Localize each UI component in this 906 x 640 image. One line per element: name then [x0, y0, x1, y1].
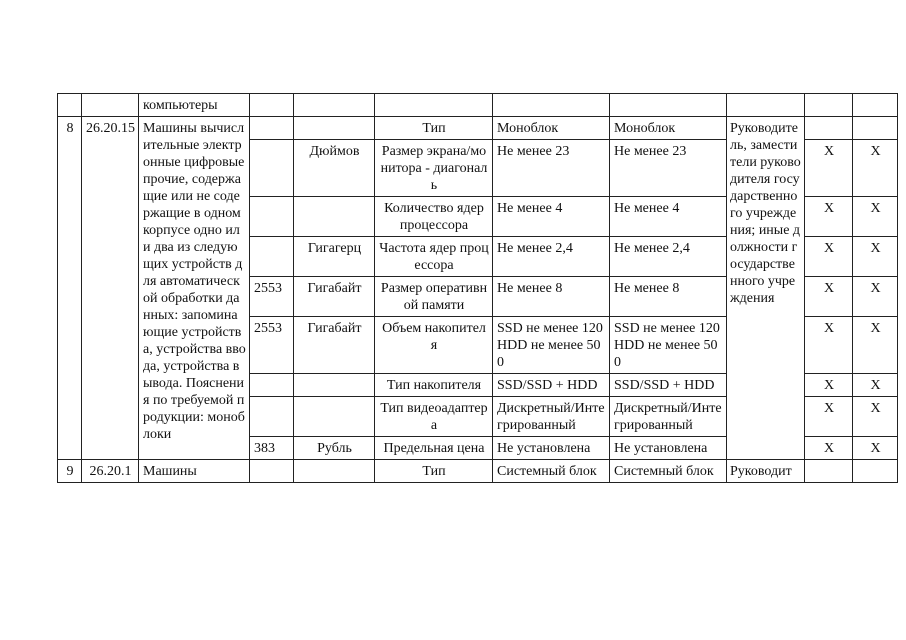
cell-num: 9: [58, 460, 82, 483]
cell-characteristic: Предельная цена: [375, 437, 493, 460]
cell-value-b: [610, 94, 727, 117]
cell-value-a: Не менее 2,4: [493, 237, 610, 277]
cell-unit: [294, 117, 375, 140]
cell-code: 26.20.1: [82, 460, 139, 483]
cell-okei: [250, 397, 294, 437]
cell-x2: Х: [853, 374, 898, 397]
cell-value-b: Дискретный/Интегрированный: [610, 397, 727, 437]
cell-x1: [805, 117, 853, 140]
cell-unit: Гигагерц: [294, 237, 375, 277]
cell-unit: Дюймов: [294, 140, 375, 197]
cell-x2: Х: [853, 237, 898, 277]
cell-positions: Руководит: [727, 460, 805, 483]
cell-value-b: Моноблок: [610, 117, 727, 140]
table-row: [58, 117, 898, 140]
cell-unit: Гигабайт: [294, 277, 375, 317]
cell-characteristic: Тип видеоадаптера: [375, 397, 493, 437]
cell-okei: 2553: [250, 277, 294, 317]
cell-value-b: Не менее 23: [610, 140, 727, 197]
cell-value-a: Моноблок: [493, 117, 610, 140]
cell-x1: Х: [805, 374, 853, 397]
requirements-table: [57, 93, 898, 483]
cell-characteristic: Размер оперативной памяти: [375, 277, 493, 317]
cell-characteristic: Тип: [375, 460, 493, 483]
cell-x1: Х: [805, 197, 853, 237]
cell-value-a: Не установлена: [493, 437, 610, 460]
cell-okei: [250, 140, 294, 197]
cell-value-a: Дискретный/Интегрированный: [493, 397, 610, 437]
cell-x1: Х: [805, 237, 853, 277]
cell-characteristic: Тип: [375, 117, 493, 140]
cell-unit: [294, 374, 375, 397]
cell-characteristic: Частота ядер процессора: [375, 237, 493, 277]
cell-okei: [250, 117, 294, 140]
cell-x2: [853, 460, 898, 483]
cell-code: 26.20.15: [82, 117, 139, 460]
table-row-continuation: [58, 94, 898, 117]
cell-value-b: SSD/SSD + HDD: [610, 374, 727, 397]
cell-value-b: Не менее 4: [610, 197, 727, 237]
cell-okei: [250, 94, 294, 117]
cell-x1: Х: [805, 277, 853, 317]
cell-product: Машины: [139, 460, 250, 483]
cell-value-a: Не менее 23: [493, 140, 610, 197]
cell-value-b: Не менее 8: [610, 277, 727, 317]
cell-value-b: Не установлена: [610, 437, 727, 460]
cell-value-a: [493, 94, 610, 117]
cell-positions: Руководитель, заместители руководителя государственного учреждения; иные должности государственного учреждения: [727, 117, 805, 460]
cell-value-a: Не менее 4: [493, 197, 610, 237]
cell-okei: [250, 237, 294, 277]
cell-x1: [805, 460, 853, 483]
cell-value-a: SSD/SSD + HDD: [493, 374, 610, 397]
cell-characteristic: Количество ядер процессора: [375, 197, 493, 237]
cell-unit: [294, 460, 375, 483]
cell-okei: 2553: [250, 317, 294, 374]
cell-x1: Х: [805, 317, 853, 374]
cell-code: [82, 94, 139, 117]
cell-x1: [805, 94, 853, 117]
cell-characteristic: Размер экрана/монитора - диагональ: [375, 140, 493, 197]
cell-characteristic: Объем накопителя: [375, 317, 493, 374]
cell-unit: Гигабайт: [294, 317, 375, 374]
cell-x2: [853, 94, 898, 117]
cell-product: Машины вычислительные электронные цифровые прочие, содержащие или не содержащие в одном корпусе одно или два из следующих устройств для автоматической обработки данных: запоминающие устройства, устройства ввода, устройства вывода. Пояснения по требуемой продукции: моноблоки: [139, 117, 250, 460]
cell-unit: Рубль: [294, 437, 375, 460]
cell-value-b: SSD не менее 120 HDD не менее 500: [610, 317, 727, 374]
cell-num: 8: [58, 117, 82, 460]
cell-x2: [853, 117, 898, 140]
table-row: [58, 460, 898, 483]
cell-x1: Х: [805, 140, 853, 197]
cell-num: [58, 94, 82, 117]
cell-positions: [727, 94, 805, 117]
cell-unit: [294, 397, 375, 437]
cell-x2: Х: [853, 197, 898, 237]
cell-x2: Х: [853, 277, 898, 317]
cell-value-a: SSD не менее 120 HDD не менее 500: [493, 317, 610, 374]
cell-okei: [250, 460, 294, 483]
cell-x1: Х: [805, 397, 853, 437]
cell-x2: Х: [853, 437, 898, 460]
cell-x2: Х: [853, 317, 898, 374]
cell-characteristic: Тип накопителя: [375, 374, 493, 397]
cell-value-b: Не менее 2,4: [610, 237, 727, 277]
cell-value-a: Системный блок: [493, 460, 610, 483]
cell-unit: [294, 94, 375, 117]
cell-unit: [294, 197, 375, 237]
cell-okei: 383: [250, 437, 294, 460]
cell-value-b: Системный блок: [610, 460, 727, 483]
cell-x2: Х: [853, 397, 898, 437]
cell-product: компьютеры: [139, 94, 250, 117]
cell-okei: [250, 197, 294, 237]
cell-x1: Х: [805, 437, 853, 460]
cell-characteristic: [375, 94, 493, 117]
cell-okei: [250, 374, 294, 397]
cell-value-a: Не менее 8: [493, 277, 610, 317]
cell-x2: Х: [853, 140, 898, 197]
